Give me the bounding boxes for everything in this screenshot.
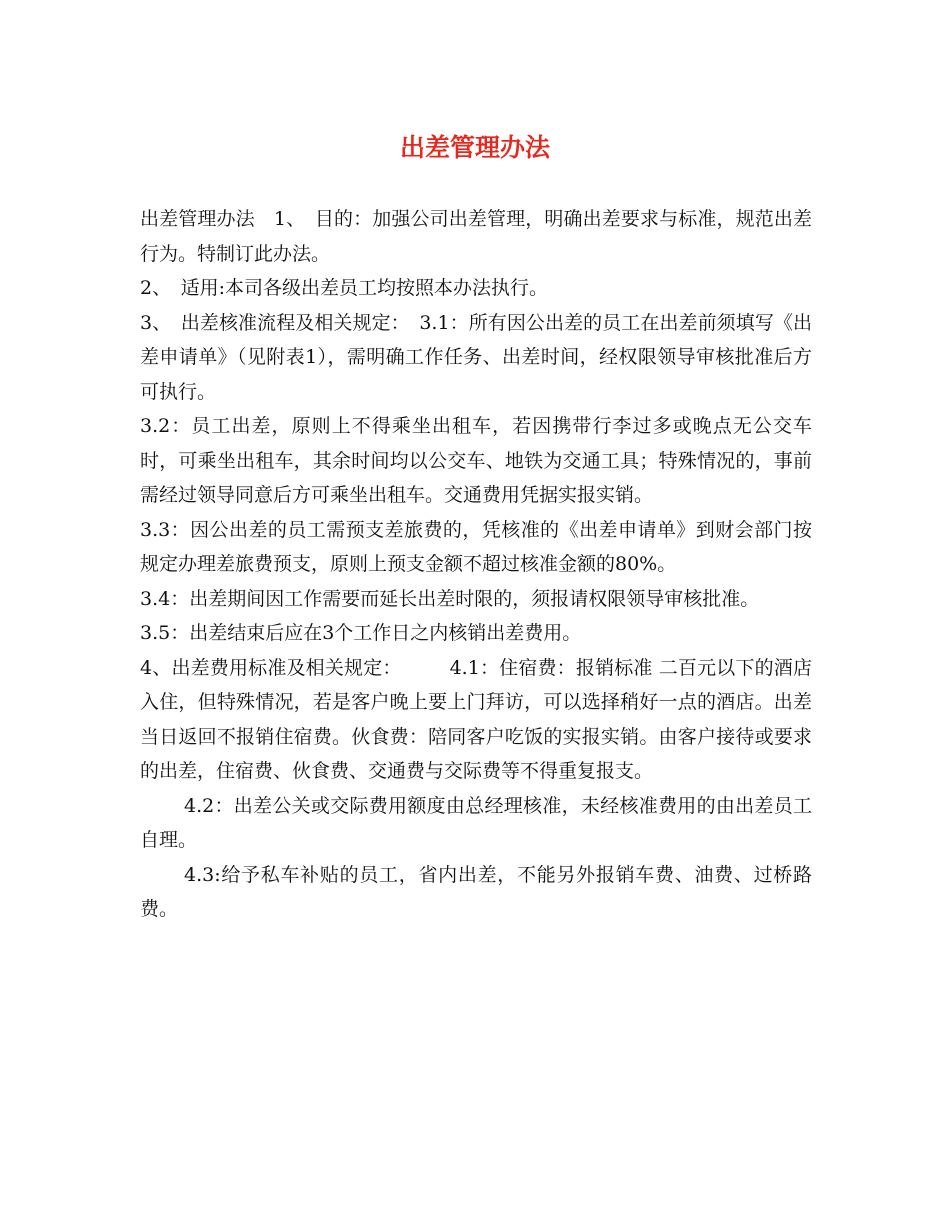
paragraph-scope: 2、 适用:本司各级出差员工均按照本办法执行。 — [140, 277, 548, 299]
paragraph-approval-process: 3、 出差核准流程及相关规定： 3.1：所有因公出差的员工在出差前须填写《出差申请单》（见附表1），需明确工作任务、出差时间，经权限领导审核批准后方可执行。 — [140, 311, 812, 403]
paragraph-extension: 3.4：出差期间因工作需要而延长出差时限的，须报请权限领导审核批准。 — [140, 587, 760, 610]
document-body — [140, 202, 812, 927]
paragraph-expense-standards: 4、出差费用标准及相关规定： 4.1：住宿费：报销标准 二百元以下的酒店入住，但特殊情况，若是客户晚上要上门拜访，可以选择稍好一点的酒店。出差当日返回不报销住宿费。伙食费：陪同客户吃饭的实报实销。由客户接待或要求的出差，住宿费、伙食费、交通费与交际费等不得重复报支。 — [140, 656, 812, 782]
paragraph-reimbursement: 3.5：出差结束后应在3个工作日之内核销出差费用。 — [140, 622, 582, 644]
paragraph-private-car: 4.3:给予私车补贴的员工，省内出差，不能另外报销车费、油费、过桥路费。 — [140, 863, 812, 920]
paragraph-advance: 3.3：因公出差的员工需预支差旅费的，凭核准的《出差申请单》到财会部门按规定办理差旅费预支，原则上预支金额不超过核准金额的80%。 — [140, 518, 812, 575]
paragraph-purpose: 出差管理办法 1、 目的：加强公司出差管理，明确出差要求与标准，规范出差行为。特制订此办法。 — [140, 208, 812, 265]
paragraph-transport: 3.2：员工出差，原则上不得乘坐出租车，若因携带行李过多或晚点无公交车时，可乘坐出租车，其余时间均以公交车、地铁为交通工具；特殊情况的，事前需经过领导同意后方可乘坐出租车。交通费用凭据实报实销。 — [140, 415, 812, 506]
paragraph-entertainment: 4.2：出差公关或交际费用额度由总经理核准，未经核准费用的由出差员工自理。 — [140, 794, 812, 851]
document-title: 出差管理办法 — [399, 133, 550, 162]
